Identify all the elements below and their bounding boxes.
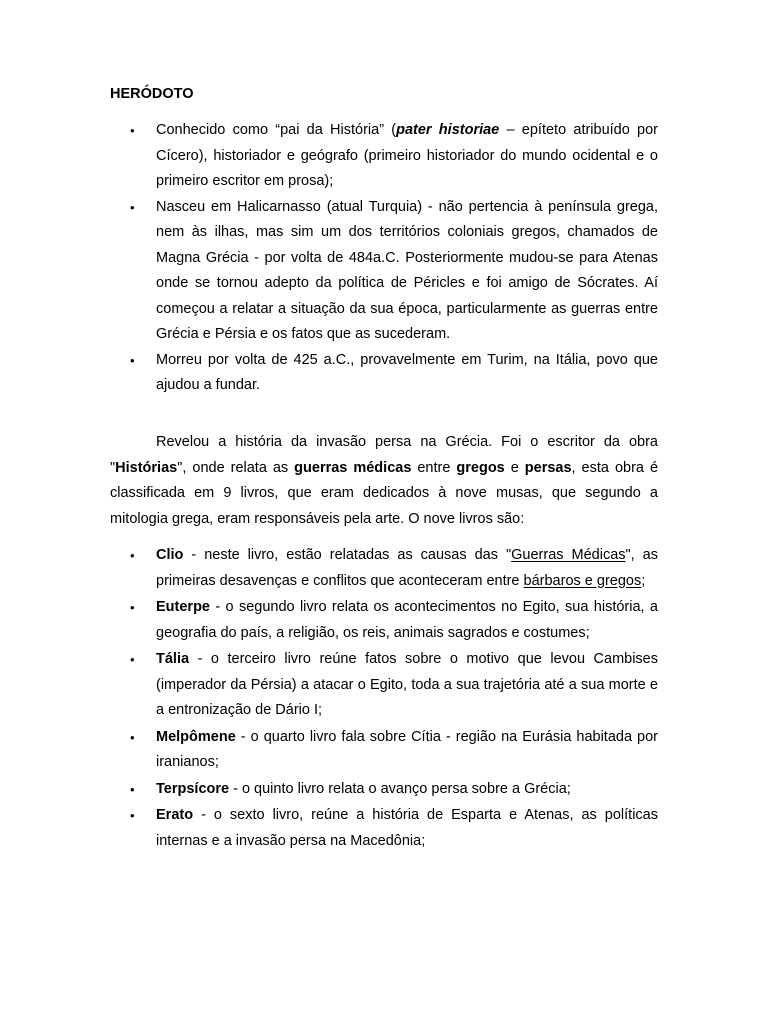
document-title: HERÓDOTO — [110, 86, 194, 102]
list-item-text: Nasceu em Halicarnasso (atual Turquia) - não pertencia à península grega, nem às ilhas, mas sim um dos territórios coloniais gregos, chamados de Magna Grécia - por volta de 484a.C. Posteriormente mudou-se para Atenas onde se tornou adepto da política de Péricles e foi amigo de Sócrates. Aí começou a relatar a situação da sua época, particularmente as guerras entre Grécia e Pérsia e os fatos que as sucederam. — [156, 198, 658, 342]
underlined-text: bárbaros e gregos — [523, 572, 642, 589]
book-name: Clio — [156, 547, 184, 563]
list-item-text: Tália - o terceiro livro reúne fatos sobre o motivo que levou Cambises (imperador da Pérsia) a atacar o Egito, toda a sua trajetória até a sua morte e a entronização de Dário I; — [156, 651, 658, 718]
bullet-icon: • — [130, 600, 135, 615]
bullet-icon: • — [130, 123, 135, 138]
list-item — [0, 725, 768, 776]
bullet-icon: • — [130, 808, 135, 823]
list-item — [0, 647, 768, 724]
bold-text: guerras médicas — [294, 459, 412, 476]
list-item-text: Clio - neste livro, estão relatadas as causas das "Guerras Médicas", as primeiras desavenças e conflitos que aconteceram entre bárbaros e gregos; — [156, 547, 658, 589]
list-item-text: Melpômene - o quarto livro fala sobre Cítia - região na Eurásia habitada por iranianos; — [156, 728, 658, 770]
bullet-icon: • — [130, 652, 135, 667]
list-item-text: Euterpe - o segundo livro relata os acontecimentos no Egito, sua história, a geografia do país, a religião, os reis, animais sagrados e costumes; — [156, 599, 658, 641]
bullet-icon: • — [130, 729, 135, 745]
list-item-text: Terpsícore - o quinto livro relata o avanço persa sobre a Grécia; — [156, 780, 571, 797]
list-item — [0, 348, 768, 399]
book-name: Erato — [156, 807, 194, 823]
list-item — [0, 543, 768, 594]
bullet-icon: • — [130, 548, 135, 563]
underlined-text: Guerras Médicas — [511, 547, 626, 563]
list-item-text: Erato - o sexto livro, reúne a história de Esparta e Atenas, as políticas internas e a invasão persa na Macedônia; — [156, 807, 658, 849]
emphasis-text: pater historiae — [396, 122, 500, 138]
book-name: Euterpe — [156, 599, 210, 615]
list-item-text: Conhecido como “pai da História” (pater historiae – epíteto atribuído por Cícero), historiador e geógrafo (primeiro historiador do mundo ocidental e o primeiro escritor em prosa); — [156, 122, 659, 189]
bold-text: persas — [524, 459, 572, 476]
body-paragraph: Revelou a história da invasão persa na Grécia. Foi o escritor da obra "Histórias", onde relata as guerras médicas entre gregos e persas, esta obra é classificada em 9 livros, que eram dedicados à nove musas, que segundo a mitologia grega, eram responsáveis pela arte. O nove livros são: — [110, 434, 659, 527]
list-item — [0, 777, 768, 803]
list-item — [0, 803, 768, 854]
herodotus-facts-list — [0, 118, 768, 399]
list-item-text: Morreu por volta de 425 a.C., provavelmente em Turim, na Itália, povo que ajudou a fundar. — [156, 351, 658, 393]
book-name: Terpsícore — [156, 780, 230, 797]
bullet-icon: • — [130, 781, 135, 797]
book-name: Tália — [156, 651, 190, 667]
list-item — [0, 118, 768, 195]
books-list — [0, 543, 768, 854]
list-item — [0, 195, 768, 348]
bold-text: gregos — [456, 459, 505, 476]
bullet-icon: • — [130, 352, 135, 368]
list-item — [0, 595, 768, 646]
bullet-icon: • — [130, 199, 135, 215]
bold-text: Histórias — [115, 459, 178, 476]
book-name: Melpômene — [156, 728, 236, 745]
